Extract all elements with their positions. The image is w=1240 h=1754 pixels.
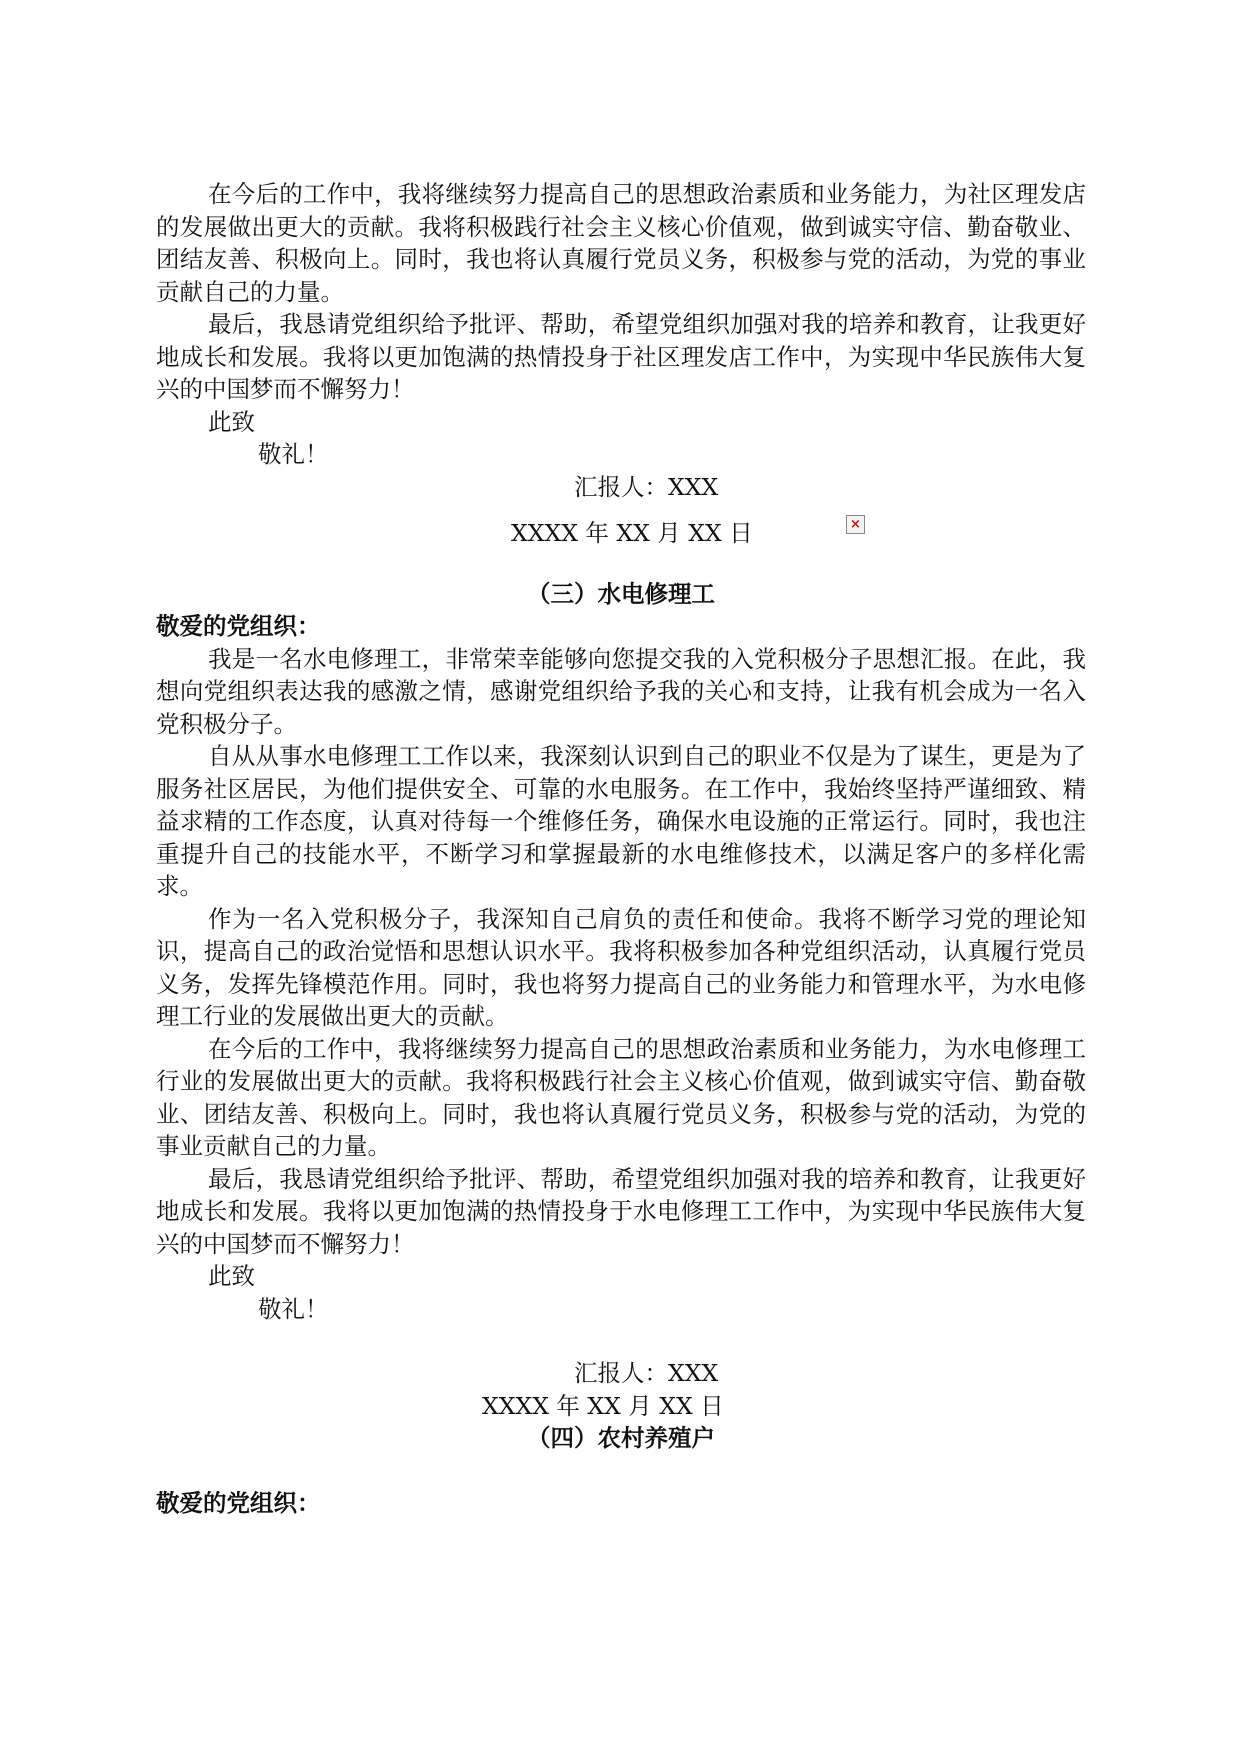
paragraph-3-4: 在今后的工作中，我将继续努力提高自己的思想政治素质和业务能力，为水电修理工行业的发展做出更大的贡献。我将积极践行社会主义核心价值观，做到诚实守信、勤奋敬业、团结友善、积极向上。同时，我也将认真履行党员义务，积极参与党的活动，为党的事业贡献自己的力量。 [156, 1034, 1086, 1160]
paragraph-final-request: 最后，我恳请党组织给予批评、帮助，希望党组织加强对我的培养和教育，让我更好地成长和发展。我将以更加饱满的热情投身于社区理发店工作中，为实现中华民族伟大复兴的中国梦而不懈努力！ [156, 310, 1086, 403]
section-title-3: （三）水电修理工 [527, 579, 715, 608]
paragraph-3-5: 最后，我恳请党组织给予批评、帮助，希望党组织加强对我的培养和教育，让我更好地成长和发展。我将以更加饱满的热情投身于水电修理工工作中，为实现中华民族伟大复兴的中国梦而不懈努力！ [156, 1164, 1086, 1258]
closing-phrase-3: 此致 [208, 1262, 255, 1290]
paragraph-3-1: 我是一名水电修理工，非常荣幸能够向您提交我的入党积极分子思想汇报。在此，我想向党组织表达我的感激之情，感谢党组织给予我的关心和支持，让我有机会成为一名入党积极分子。 [156, 644, 1086, 738]
date-line: XXXX 年 XX 月 XX 日 [511, 519, 753, 547]
section-title-4: （四）农村养殖户 [527, 1424, 715, 1452]
signature-line-3: 汇报人：XXX [574, 1359, 719, 1387]
document-page [156, 178, 1086, 1519]
broken-image-glyph: × [850, 517, 861, 532]
closing-phrase: 此致 [208, 407, 255, 436]
broken-image-icon [846, 515, 865, 534]
paragraph-3-2: 自从从事水电修理工工作以来，我深刻认识到自己的职业不仅是为了谋生，更是为了服务社区居民，为他们提供安全、可靠的水电服务。在工作中，我始终坚持严谨细致、精益求精的工作态度，认真对待每一个维修任务，确保水电设施的正常运行。同时，我也注重提升自己的技能水平，不断学习和掌握最新的水电维修技术，以满足客户的多样化需求。 [156, 742, 1086, 900]
greeting-3: 敬爱的党组织： [156, 612, 321, 640]
salutation: 敬礼！ [258, 440, 329, 468]
greeting-4: 敬爱的党组织： [156, 1488, 321, 1517]
salutation-3: 敬礼！ [258, 1294, 329, 1323]
paragraph-3-3: 作为一名入党积极分子，我深知自己肩负的责任和使命。我将不断学习党的理论知识，提高自己的政治觉悟和思想认识水平。我将积极参加各种党组织活动，认真履行党员义务，发挥先锋模范作用。同时，我也将努力提高自己的业务能力和管理水平，为水电修理工行业的发展做出更大的贡献。 [156, 904, 1086, 1030]
signature-line: 汇报人：XXX [574, 472, 719, 501]
date-line-3: XXXX 年 XX 月 XX 日 [482, 1391, 724, 1420]
paragraph-future-work: 在今后的工作中，我将继续努力提高自己的思想政治素质和业务能力，为社区理发店的发展做出更大的贡献。我将积极践行社会主义核心价值观，做到诚实守信、勤奋敬业、团结友善、积极向上。同时，我也将认真履行党员义务，积极参与党的活动，为党的事业贡献自己的力量。 [156, 180, 1086, 306]
